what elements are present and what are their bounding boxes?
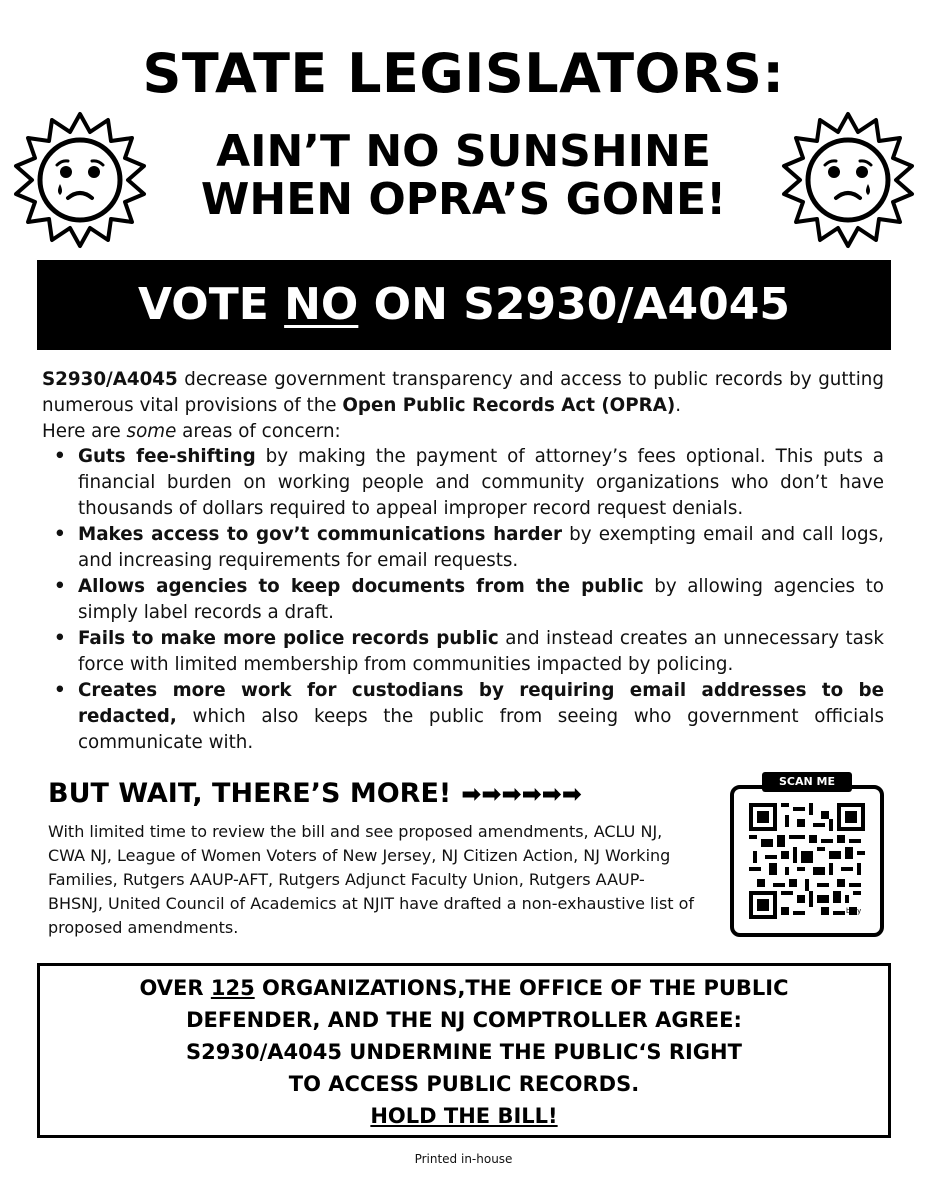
sad-sun-icon: [778, 110, 918, 250]
list-item: • Fails to make more police records public and instead creates an unnecessary task force with limited membership from communities impacted by policing.: [54, 628, 884, 675]
more-heading: [48, 778, 668, 810]
list-item: • Makes access to gov’t communications harder by exempting email and call logs, and increasing requirements for email requests.: [54, 524, 884, 571]
intro-text-3a: Here are: [42, 421, 127, 442]
banner-post: ON S2930/A4045: [358, 279, 790, 330]
intro-text-3b: areas of concern:: [176, 421, 341, 442]
more-paragraph: With limited time to review the bill and see proposed amendments, ACLU NJ, CWA NJ, League of Women Voters of New Jersey, NJ Citizen Action, NJ Working Families, Rutgers AAUP-AFT, Rutgers Adjunct Faculty Union, Rutgers AAUP-BHSNJ, United Council of Academics at NJIT have drafted a non-exhaustive list of proposed amendments.: [48, 822, 695, 937]
concern-bold: Creates more work for custodians by requiring email addresses to be redacted,: [78, 680, 884, 727]
list-item: • Allows agencies to keep documents from the public by allowing agencies to simply label records a draft.: [54, 576, 884, 623]
intro-some: some: [126, 421, 177, 442]
intro-paragraph: [42, 367, 884, 445]
vote-no-banner: [37, 260, 891, 350]
callout-box: [37, 963, 891, 1138]
list-item: • Creates more work for custodians by requiring email addresses to be redacted, which also keeps the public from seeing who government officials communicate with.: [54, 680, 884, 753]
org-count: 125: [210, 976, 255, 1000]
concern-text: which also keeps the public from seeing who government officials communicate with.: [78, 706, 884, 753]
concern-bold: Makes access to gov’t communications harder: [78, 524, 562, 545]
callout-line-2: DEFENDER, AND THE NJ COMPTROLLER AGREE:: [186, 1008, 742, 1032]
concern-text: by allowing agencies to simply label records a draft.: [78, 576, 884, 623]
concern-bold: Allows agencies to keep documents from the public: [78, 576, 644, 597]
concern-text: by making the payment of attorney’s fees optional. This puts a financial burden on working people and community organizations who don’t have thousands of dollars required to appeal improper record request denials.: [78, 446, 884, 519]
hold-the-bill: HOLD THE BILL!: [370, 1104, 558, 1128]
printed-in-house: Printed in-house: [414, 1152, 513, 1166]
qr-code-icon[interactable]: [749, 803, 865, 919]
intro-act: Open Public Records Act (OPRA): [342, 395, 676, 416]
callout-line-4: TO ACCESS PUBLIC RECORDS.: [288, 1072, 640, 1096]
concerns-list: [42, 444, 884, 756]
sad-sun-icon: [10, 110, 150, 250]
scan-me-label: SCAN ME: [762, 772, 852, 792]
more-title: BUT WAIT, THERE’S MORE!: [48, 778, 452, 809]
intro-text-1: decrease government transparency and access to public records by gutting numerous vital provisions of the: [42, 369, 884, 416]
headline-title: STATE LEGISLATORS:: [142, 42, 785, 105]
callout-line-3: S2930/A4045 UNDERMINE THE PUBLIC‘S RIGHT: [186, 1040, 742, 1064]
subtitle-line-2: WHEN OPRA’S GONE!: [200, 174, 727, 225]
callout-line-1: [40, 972, 888, 1004]
banner-pre: VOTE: [138, 279, 285, 330]
headline-subtitle: [150, 128, 777, 224]
callout-line-1b: ORGANIZATIONS,THE OFFICE OF THE PUBLIC: [254, 976, 789, 1000]
arrow-right-icon: ➡➡➡➡➡➡: [461, 780, 582, 808]
banner-no: NO: [284, 279, 359, 330]
callout-line-1a: OVER: [139, 976, 211, 1000]
intro-bill: S2930/A4045: [42, 369, 178, 390]
concern-text: by exempting email and call logs, and increasing requirements for email requests.: [78, 524, 884, 571]
subtitle-line-1: AIN’T NO SUNSHINE: [216, 126, 711, 177]
intro-text-2: .: [675, 395, 682, 416]
bitly-logo: bitly: [846, 907, 862, 915]
concern-bold: Guts fee-shifting: [78, 446, 256, 467]
list-item: • Guts fee-shifting by making the payment of attorney’s fees optional. This puts a financial burden on working people and community organizations who don’t have thousands of dollars required to appeal improper record request denials.: [54, 446, 884, 519]
concern-text: and instead creates an unnecessary task force with limited membership from communities impacted by policing.: [78, 628, 884, 675]
concern-bold: Fails to make more police records public: [78, 628, 499, 649]
